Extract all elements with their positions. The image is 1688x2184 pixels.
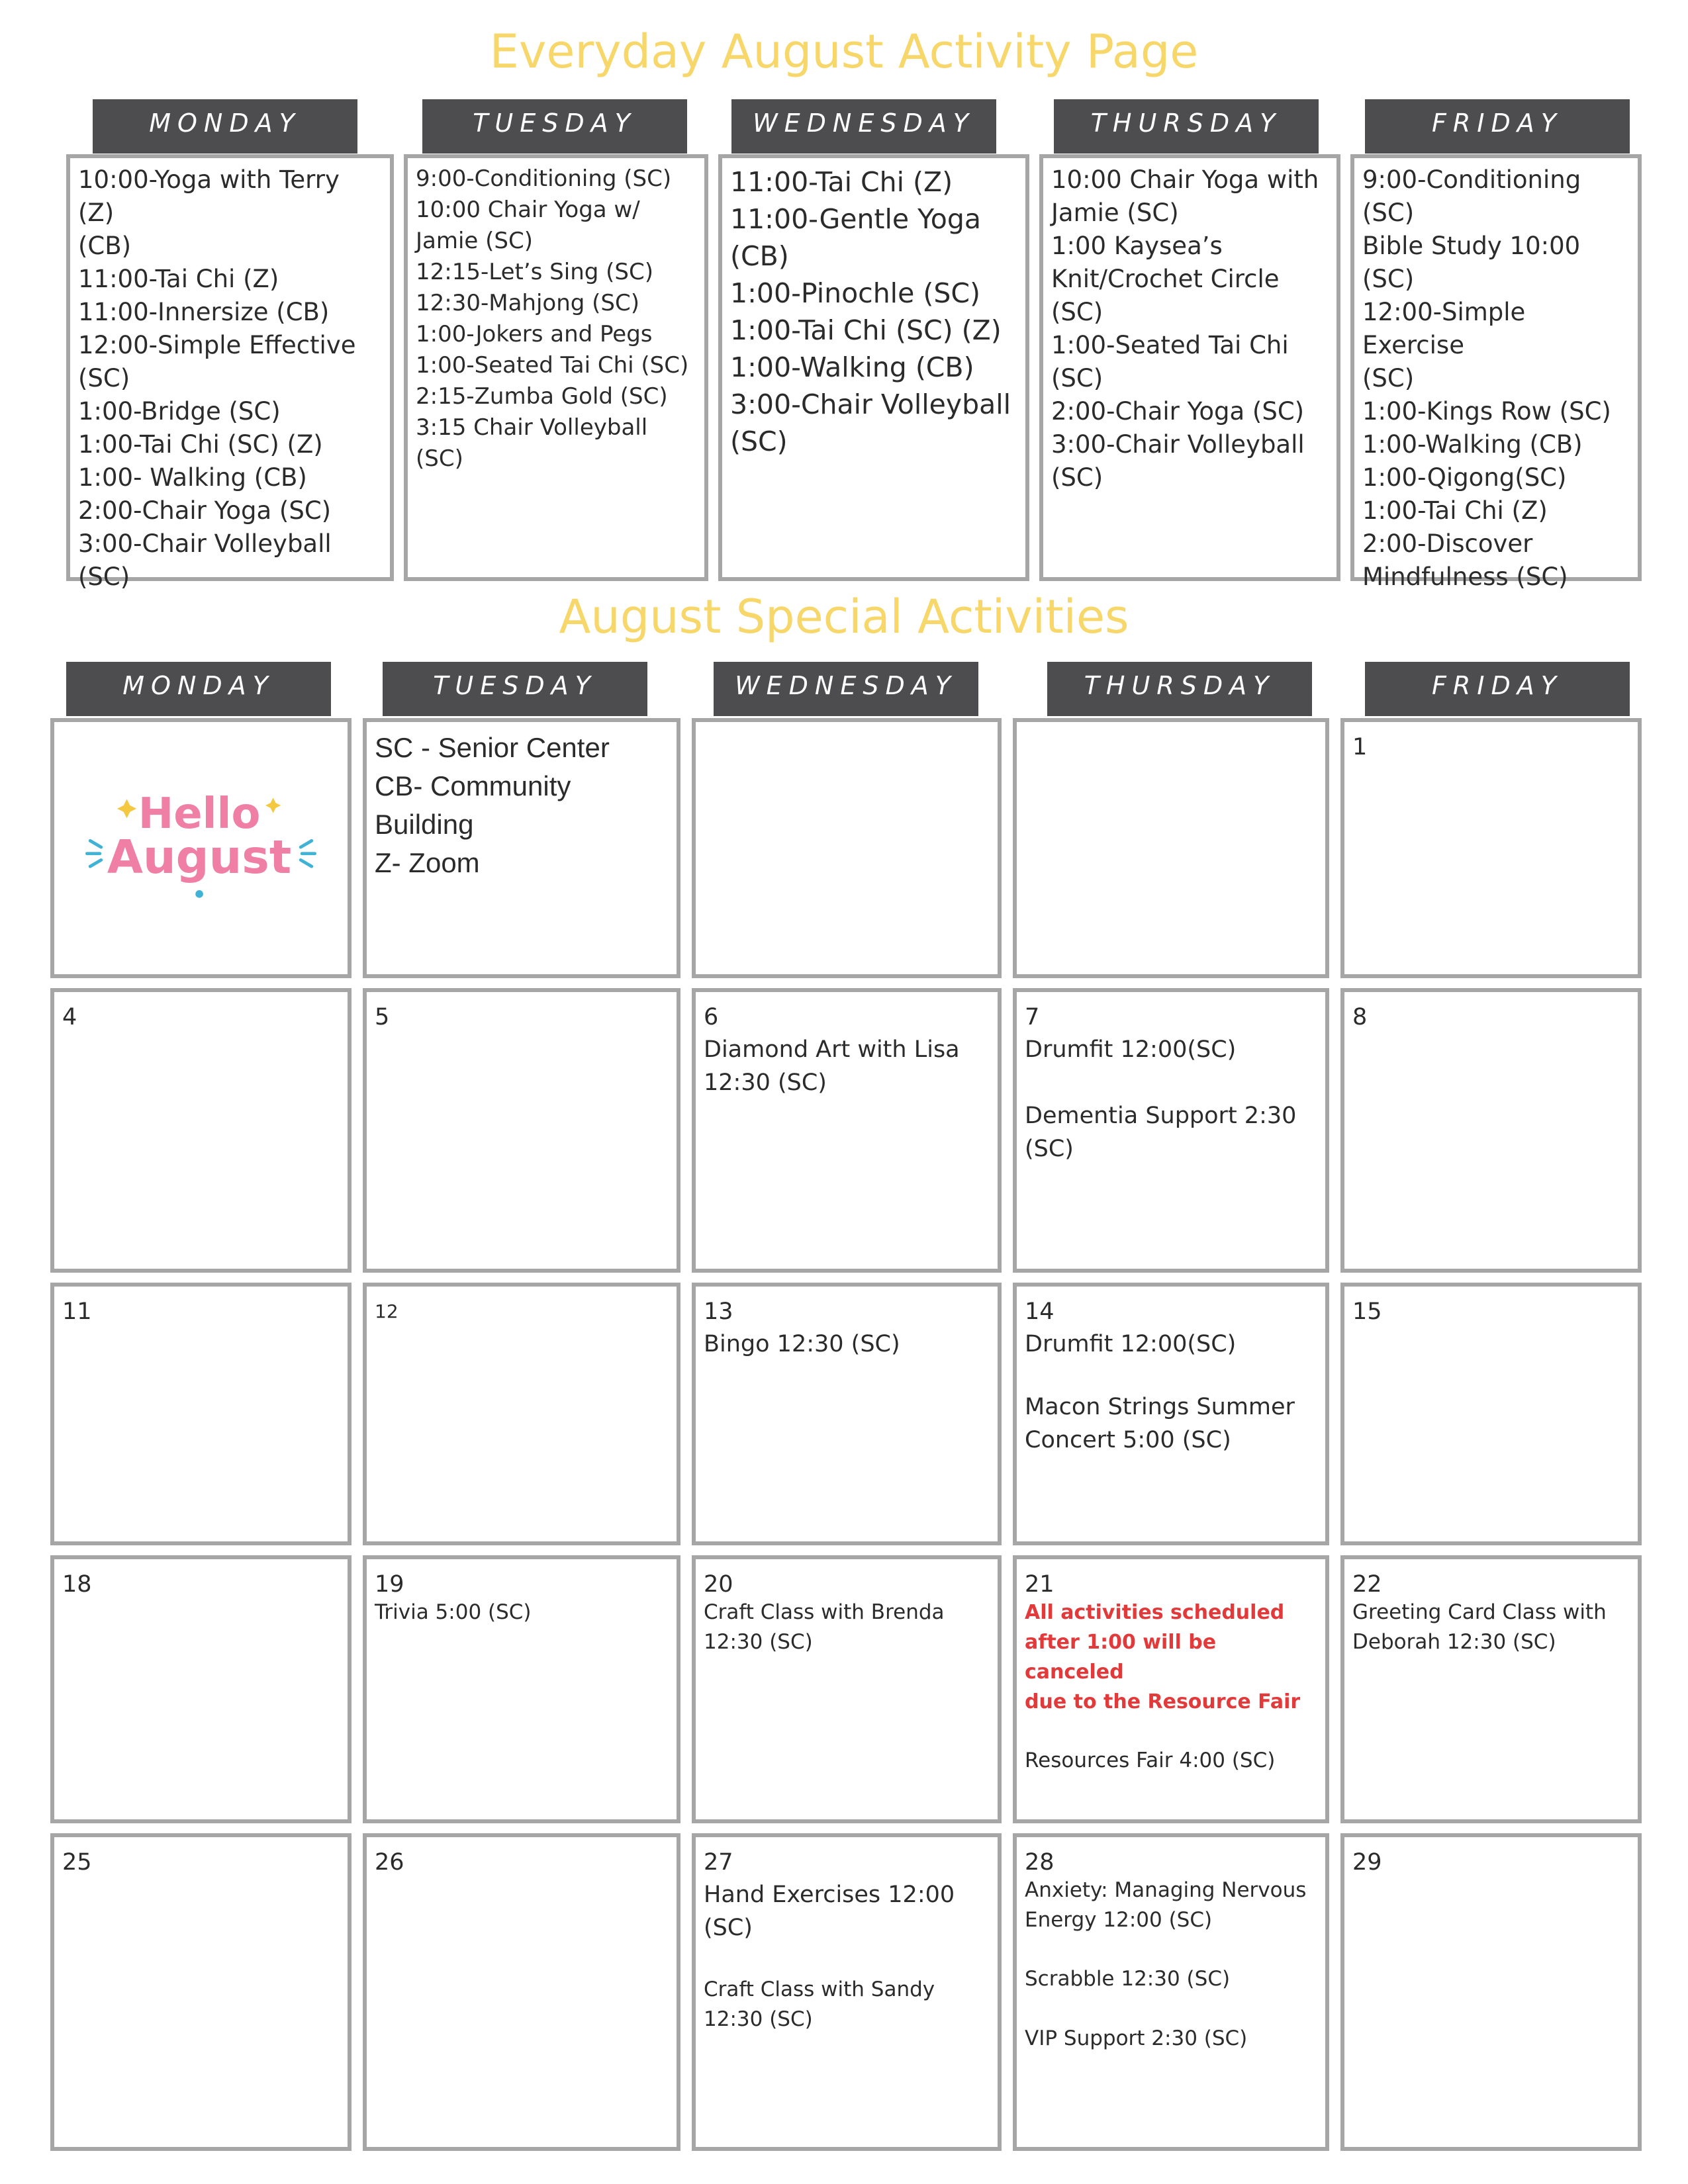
event-text: Trivia 5:00 (SC) bbox=[375, 1600, 532, 1624]
hello-august-logo bbox=[54, 722, 348, 974]
special-header-friday: FRIDAY bbox=[1365, 662, 1630, 716]
day-number: 8 bbox=[1352, 1004, 1368, 1030]
day-number: 14 bbox=[1025, 1298, 1055, 1325]
event-text: Craft Class with Sandy 12:30 (SC) bbox=[704, 1978, 935, 2031]
everyday-friday-list: 9:00-Conditioning (SC) Bible Study 10:00 (SC) 12:00-Simple Exercise (SC) 1:00-Kings Row (SC) 1:00-Walking (CB) 1:00-Qigong(SC) 1:00-Tai Chi (Z) 2:00-Discover Mindfulness (SC) bbox=[1362, 165, 1611, 591]
calendar-cell-13 bbox=[692, 1283, 1002, 1545]
day-number: 29 bbox=[1352, 1849, 1382, 1876]
everyday-header-friday: FRIDAY bbox=[1365, 99, 1630, 154]
calendar-cell-26 bbox=[363, 1833, 680, 2151]
special-header-monday: MONDAY bbox=[66, 662, 331, 716]
event-text: VIP Support 2:30 (SC) bbox=[1025, 2026, 1248, 2050]
event-text: Dementia Support 2:30 (SC) bbox=[1025, 1103, 1297, 1162]
calendar-cell-22 bbox=[1340, 1555, 1642, 1823]
event-text: Drumfit 12:00(SC) bbox=[1025, 1036, 1237, 1063]
calendar-cell-empty-thu bbox=[1013, 718, 1329, 978]
calendar-cell-20 bbox=[692, 1555, 1002, 1823]
day-number: 4 bbox=[62, 1004, 77, 1030]
event-text: Macon Strings Summer Concert 5:00 (SC) bbox=[1025, 1394, 1295, 1453]
everyday-monday-box bbox=[66, 154, 394, 591]
everyday-wednesday-box bbox=[718, 154, 1029, 581]
burst-right-icon bbox=[301, 841, 314, 866]
everyday-thursday-list: 10:00 Chair Yoga with Jamie (SC) 1:00 Kaysea’s Knit/Crochet Circle (SC) 1:00-Seated Tai Chi (SC) 2:00-Chair Yoga (SC) 3:00-Chair Volleyball (SC) bbox=[1051, 165, 1319, 492]
location-legend: SC - Senior Center CB- Community Building Z- Zoom bbox=[375, 732, 610, 878]
burst-left-icon bbox=[87, 841, 101, 866]
event-text: Greeting Card Class with Deborah 12:30 (SC) bbox=[1352, 1600, 1607, 1654]
calendar-cell-11 bbox=[50, 1283, 352, 1545]
day-number: 18 bbox=[62, 1571, 92, 1598]
special-title: August Special Activities bbox=[559, 590, 1129, 644]
calendar-cell-18 bbox=[50, 1555, 352, 1823]
hello-logo-line1: Hello bbox=[138, 789, 261, 839]
calendar-cell-hello bbox=[50, 718, 352, 978]
everyday-header-thursday: THURSDAY bbox=[1054, 99, 1319, 154]
calendar-cell-21 bbox=[1013, 1555, 1329, 1823]
day-number: 22 bbox=[1352, 1571, 1382, 1598]
day-number: 5 bbox=[375, 1004, 390, 1030]
day-number: 21 bbox=[1025, 1571, 1055, 1598]
calendar-cell-legend bbox=[363, 718, 680, 978]
everyday-title: Everyday August Activity Page bbox=[489, 24, 1199, 79]
event-text: Drumfit 12:00(SC) bbox=[1025, 1331, 1237, 1357]
special-header-tuesday: TUESDAY bbox=[383, 662, 647, 716]
everyday-friday-box bbox=[1350, 154, 1642, 591]
everyday-tuesday-box bbox=[404, 154, 708, 581]
event-text: Diamond Art with Lisa 12:30 (SC) bbox=[704, 1036, 960, 1096]
day-number: 28 bbox=[1025, 1849, 1055, 1876]
everyday-header-monday: MONDAY bbox=[93, 99, 357, 154]
everyday-monday-list: 10:00-Yoga with Terry (Z) (CB) 11:00-Tai Chi (Z) 11:00-Innersize (CB) 12:00-Simple Effective (SC) 1:00-Bridge (SC) 1:00-Tai Chi (SC) (Z) 1:00- Walking (CB) 2:00-Chair Yoga (SC) 3:00-Chair Volleyball (SC) bbox=[78, 165, 356, 591]
calendar-cell-29 bbox=[1340, 1833, 1642, 2151]
calendar-cell-14 bbox=[1013, 1283, 1329, 1545]
day-number: 25 bbox=[62, 1849, 92, 1876]
calendar-cell-1 bbox=[1340, 718, 1642, 978]
event-text: Scrabble 12:30 (SC) bbox=[1025, 1967, 1231, 1991]
day-number: 6 bbox=[704, 1004, 719, 1030]
event-text: Resources Fair 4:00 (SC) bbox=[1025, 1749, 1276, 1772]
everyday-wednesday-list: 11:00-Tai Chi (Z) 11:00-Gentle Yoga (CB) 1:00-Pinochle (SC) 1:00-Tai Chi (SC) (Z) 1:00-Walking (CB) 3:00-Chair Volleyball (SC) bbox=[730, 166, 1011, 457]
day-number: 27 bbox=[704, 1849, 733, 1876]
calendar-cell-8 bbox=[1340, 988, 1642, 1273]
day-number: 26 bbox=[375, 1849, 404, 1876]
calendar-cell-empty-wed bbox=[692, 718, 1002, 978]
calendar-cell-12 bbox=[363, 1283, 680, 1545]
everyday-header-wednesday: WEDNESDAY bbox=[731, 99, 996, 154]
day-number: 1 bbox=[1352, 734, 1368, 760]
day-number: 12 bbox=[375, 1300, 399, 1322]
event-text: Bingo 12:30 (SC) bbox=[704, 1331, 900, 1357]
day-number: 11 bbox=[62, 1298, 92, 1325]
calendar-cell-6 bbox=[692, 988, 1002, 1273]
cancellation-notice: All activities scheduled after 1:00 will be canceled due to the Resource Fair bbox=[1025, 1601, 1301, 1713]
event-text: Craft Class with Brenda 12:30 (SC) bbox=[704, 1600, 945, 1654]
event-text: Anxiety: Managing Nervous Energy 12:00 (SC) bbox=[1025, 1878, 1307, 1932]
calendar-cell-4 bbox=[50, 988, 352, 1273]
special-header-thursday: THURSDAY bbox=[1047, 662, 1312, 716]
calendar-cell-28 bbox=[1013, 1833, 1329, 2151]
day-number: 20 bbox=[704, 1571, 733, 1598]
calendar-cell-27 bbox=[692, 1833, 1002, 2151]
everyday-thursday-box bbox=[1039, 154, 1340, 581]
calendar-cell-7 bbox=[1013, 988, 1329, 1273]
day-number: 13 bbox=[704, 1298, 733, 1325]
special-header-wednesday: WEDNESDAY bbox=[714, 662, 978, 716]
calendar-cell-25 bbox=[50, 1833, 352, 2151]
day-number: 7 bbox=[1025, 1004, 1040, 1030]
calendar-cell-19 bbox=[363, 1555, 680, 1823]
dot-icon bbox=[195, 890, 203, 898]
calendar-cell-5 bbox=[363, 988, 680, 1273]
hello-logo-line2: August bbox=[107, 830, 292, 884]
day-number: 15 bbox=[1352, 1298, 1382, 1325]
calendar-cell-15 bbox=[1340, 1283, 1642, 1545]
event-text: Hand Exercises 12:00 (SC) bbox=[704, 1882, 955, 1941]
day-number: 19 bbox=[375, 1571, 404, 1598]
everyday-tuesday-list: 9:00-Conditioning (SC) 10:00 Chair Yoga w/ Jamie (SC) 12:15-Let’s Sing (SC) 12:30-Mahjong (SC) 1:00-Jokers and Pegs 1:00-Seated Tai Chi (SC) 2:15-Zumba Gold (SC) 3:15 Chair Volleyball (SC) bbox=[416, 165, 689, 472]
everyday-header-tuesday: TUESDAY bbox=[422, 99, 687, 154]
